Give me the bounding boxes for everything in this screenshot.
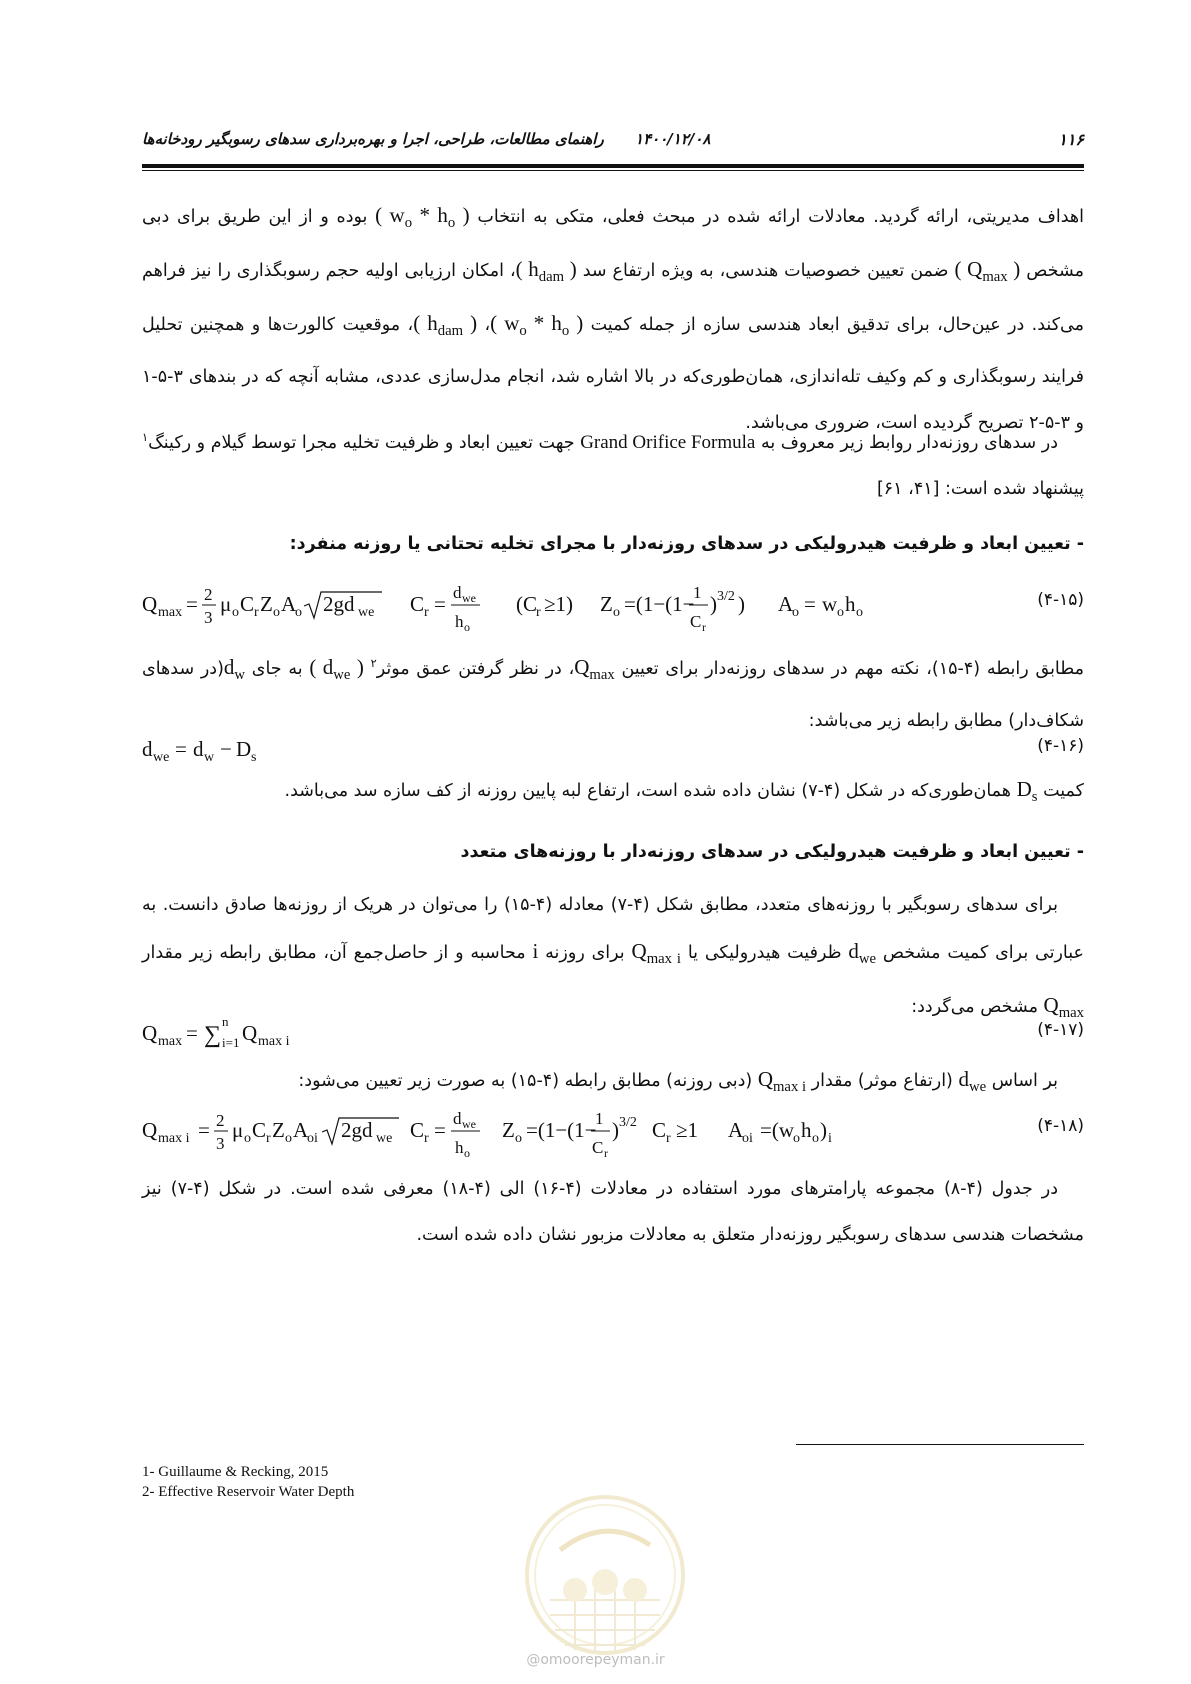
paragraph-orifice-formula: در سدهای روزنه‌دار روابط زیر معروف به Grand Orifice Formula جهت تعیین ابعاد و ظرفیت تخلیه مجرا توسط گیلام و رکینگ$^۱$ پیشنهاد شده است: [۴۱، ۶۱] bbox=[142, 430, 1084, 499]
header-date: ۱۴۰۰/۱۲/۰۸ bbox=[635, 130, 711, 148]
svg-text:C: C bbox=[240, 592, 255, 616]
svg-text:n: n bbox=[222, 1014, 229, 1029]
running-header bbox=[142, 118, 1084, 164]
svg-text:Q: Q bbox=[142, 592, 158, 616]
svg-text:2: 2 bbox=[204, 585, 213, 604]
svg-text:Z: Z bbox=[600, 592, 613, 616]
svg-text:we: we bbox=[153, 750, 170, 765]
svg-text:r: r bbox=[266, 1131, 271, 1146]
svg-text:=: = bbox=[186, 1021, 198, 1045]
svg-text:max: max bbox=[158, 605, 183, 620]
svg-text:A: A bbox=[293, 1118, 309, 1142]
page-number: ۱۱۶ bbox=[1058, 130, 1084, 149]
svg-text:s: s bbox=[251, 750, 257, 765]
equation-number-4-16: (۴-۱۶) bbox=[1037, 736, 1084, 756]
svg-text:D: D bbox=[236, 737, 252, 761]
symbol-wo-ho: ( $w_o * h_o$ ) bbox=[375, 203, 470, 232]
svg-text:Z: Z bbox=[260, 592, 273, 616]
svg-text:≥1: ≥1 bbox=[676, 1118, 699, 1142]
svg-text:max i: max i bbox=[258, 1034, 290, 1049]
svg-text:max i: max i bbox=[158, 1131, 190, 1146]
svg-text:o: o bbox=[273, 605, 280, 620]
svg-text:=(1−(1−: =(1−(1− bbox=[526, 1118, 597, 1142]
svg-text:o: o bbox=[837, 605, 844, 620]
svg-text:w: w bbox=[822, 592, 838, 616]
svg-text:r: r bbox=[604, 1146, 608, 1160]
svg-text:): ) bbox=[820, 1118, 827, 1142]
svg-text:C: C bbox=[252, 1118, 267, 1142]
svg-text:i=1: i=1 bbox=[222, 1035, 240, 1050]
svg-text:Q: Q bbox=[142, 1021, 158, 1045]
paragraph-table-reference: در جدول (۴-۸) مجموعه پارامترهای مورد استفاده در معادلات (۴-۱۶) الی (۴-۱۸) معرفی شده است. در شکل (۴-۷) نیز مشخصات هندسی سدهای رسوبگیر روزنه‌دار متعلق به معادلات مزبور نشان داده شده است. bbox=[142, 1179, 1084, 1245]
svg-text:d: d bbox=[193, 737, 204, 761]
svg-text:oi: oi bbox=[307, 1131, 318, 1146]
svg-text:we: we bbox=[376, 1131, 393, 1146]
symbol-hdam: ( $h_{dam}$ ) bbox=[515, 257, 577, 286]
svg-text:o: o bbox=[812, 1131, 819, 1146]
header-title-line bbox=[142, 130, 710, 148]
svg-text:C: C bbox=[410, 1118, 425, 1142]
footnote-1: 1- Guillaume & Recking, 2015 bbox=[142, 1464, 329, 1480]
svg-text:A: A bbox=[281, 592, 297, 616]
svg-text:1: 1 bbox=[693, 583, 702, 602]
svg-text:o: o bbox=[285, 1131, 292, 1146]
svg-text:h: h bbox=[455, 1138, 464, 1157]
svg-text:oi: oi bbox=[742, 1131, 753, 1146]
svg-text:C: C bbox=[410, 592, 425, 616]
svg-text:≥1): ≥1) bbox=[544, 592, 574, 616]
svg-text:o: o bbox=[856, 605, 863, 620]
section-heading-multiple-orifices: - تعیین ابعاد و ظرفیت هیدرولیکی در سدهای روزنه‌دار با روزنه‌های متعدد bbox=[460, 842, 1084, 862]
header-title: راهنمای مطالعات، طراحی، اجرا و بهره‌برداری سدهای رسوبگیر رودخانه‌ها bbox=[142, 130, 604, 148]
svg-text:=: = bbox=[175, 737, 187, 761]
svg-text:d: d bbox=[142, 737, 153, 761]
footnote-rule bbox=[796, 1444, 1084, 1445]
paragraph-effective-depth: مطابق رابطه (۴-۱۵)، نکته مهم در سدهای روزنه‌دار برای تعیین $Q_{max}،$ در نظر گرفتن عمق موثر$^۲$ ( $d_{we}$ ) به جای $d_w(در$ سدهای شکاف‌دار) مطابق رابطه زیر می‌باشد: bbox=[142, 654, 1084, 731]
svg-text:o: o bbox=[515, 1131, 522, 1146]
svg-text:max: max bbox=[158, 1034, 183, 1049]
symbol-qmax: ( $Q_{max}$ ) bbox=[954, 257, 1021, 286]
svg-text:d: d bbox=[453, 583, 462, 602]
svg-text:Q: Q bbox=[142, 1118, 158, 1142]
svg-text:o: o bbox=[244, 1131, 251, 1146]
svg-text:): ) bbox=[612, 1118, 619, 1142]
svg-text:r: r bbox=[702, 620, 706, 634]
header-rule-thick bbox=[142, 164, 1084, 168]
footnote-2: 2- Effective Reservoir Water Depth bbox=[142, 1484, 355, 1500]
svg-text:Z: Z bbox=[272, 1118, 285, 1142]
svg-text:h: h bbox=[801, 1118, 812, 1142]
svg-text:=: = bbox=[198, 1118, 210, 1142]
equation-4-18-formula bbox=[142, 1104, 862, 1164]
paragraph-multiple-orifices: برای سدهای رسوبگیر با روزنه‌های متعدد، مطابق شکل (۴-۷) معادله (۴-۱۵) را می‌توان در هریک از روزنه‌ها صادق دانست. به عبارتی برای کمیت مشخص $d_{we}$ ظرفیت هیدرولیکی یا $Q_{max i}$ برای روزنه i محاسبه و از حاصل‌جمع آن، مطابق رابطه زیر مقدار $Q_{max}$ مشخص می‌گردد: bbox=[142, 895, 1084, 1022]
footnotes bbox=[142, 1462, 354, 1502]
svg-text:3: 3 bbox=[216, 1134, 225, 1153]
equation-4-17-formula bbox=[142, 1012, 362, 1056]
svg-text:o: o bbox=[464, 1146, 470, 1160]
svg-text:(C: (C bbox=[516, 592, 537, 616]
svg-text:−: − bbox=[220, 737, 232, 761]
svg-text:r: r bbox=[424, 605, 429, 620]
equation-number-4-15: (۴-۱۵) bbox=[1037, 590, 1084, 610]
svg-text:h: h bbox=[455, 612, 464, 631]
svg-text:2gd: 2gd bbox=[323, 592, 355, 616]
svg-text:we: we bbox=[462, 1117, 476, 1131]
equation-4-16-formula bbox=[142, 730, 342, 770]
svg-text:1: 1 bbox=[595, 1109, 604, 1128]
paragraph-ds-definition: کمیت $D_s$ همان‌طوری‌که در شکل (۴-۷) نشان داده شده است، ارتفاع لبه پایین روزنه از کف سازه سد می‌باشد. bbox=[284, 777, 1084, 806]
section-heading-single-orifice: - تعیین ابعاد و ظرفیت هیدرولیکی در سدهای روزنه‌دار با مجرای تخلیه تحتانی یا روزنه منفرد: bbox=[289, 534, 1084, 554]
paragraph-qmax-i: بر اساس $d_{we}$ (ارتفاع موثر) مقدار $Q_{max i}$ (دبی روزنه) مطابق رابطه (۴-۱۵) به صورت زیر تعیین می‌شود: bbox=[298, 1067, 1058, 1096]
svg-text:C: C bbox=[592, 1138, 604, 1157]
svg-text:2gd: 2gd bbox=[341, 1118, 373, 1142]
svg-text:A: A bbox=[728, 1118, 744, 1142]
svg-text:μ: μ bbox=[232, 1118, 244, 1142]
equation-4-15 bbox=[142, 578, 1084, 634]
svg-text:d: d bbox=[453, 1109, 462, 1128]
svg-text:h: h bbox=[845, 592, 856, 616]
svg-text:C: C bbox=[690, 612, 702, 631]
equation-4-15-formula bbox=[142, 578, 902, 638]
equation-number-4-18: (۴-۱۸) bbox=[1037, 1116, 1084, 1136]
svg-text:=: = bbox=[434, 592, 446, 616]
svg-text:we: we bbox=[358, 605, 375, 620]
header-rule-thin bbox=[142, 170, 1084, 171]
svg-text:we: we bbox=[462, 591, 476, 605]
svg-text:=: = bbox=[186, 592, 198, 616]
svg-text:w: w bbox=[204, 750, 215, 765]
svg-text:o: o bbox=[464, 620, 470, 634]
watermark-site: @omoorepeyman.ir bbox=[526, 1652, 665, 1668]
svg-text:=: = bbox=[804, 592, 816, 616]
svg-text:r: r bbox=[254, 605, 259, 620]
svg-text:=: = bbox=[434, 1118, 446, 1142]
svg-text:r: r bbox=[424, 1131, 429, 1146]
svg-text:A: A bbox=[778, 592, 794, 616]
svg-text:Q: Q bbox=[242, 1021, 258, 1045]
svg-text:3/2: 3/2 bbox=[619, 1115, 637, 1130]
svg-text:=(1−(1−: =(1−(1− bbox=[624, 592, 695, 616]
svg-text:∑: ∑ bbox=[204, 1022, 222, 1048]
copyright-icon: @ bbox=[526, 1652, 541, 1668]
svg-text:Z: Z bbox=[502, 1118, 515, 1142]
equation-4-18 bbox=[142, 1104, 1084, 1160]
svg-text:r: r bbox=[536, 605, 541, 620]
svg-text:o: o bbox=[232, 605, 239, 620]
svg-text:μ: μ bbox=[220, 592, 232, 616]
svg-text:2: 2 bbox=[216, 1111, 225, 1130]
svg-text:r: r bbox=[666, 1131, 671, 1146]
svg-text:=(w: =(w bbox=[760, 1118, 795, 1142]
svg-text:3: 3 bbox=[204, 608, 213, 627]
watermark-logo bbox=[520, 1490, 690, 1670]
equation-number-4-17: (۴-۱۷) bbox=[1037, 1020, 1084, 1040]
svg-text:o: o bbox=[793, 1131, 800, 1146]
svg-text:o: o bbox=[613, 605, 620, 620]
svg-text:): ) bbox=[710, 592, 717, 616]
paragraph-intro: اهداف مدیریتی، ارائه گردید. معادلات ارائه شده در مبحث فعلی، متکی به انتخاب ( $w_o * h_o$ ) بوده و از این طریق برای دبی مشخص ( $Q_{max}$ ) ضمن تعیین خصوصیات هندسی، به ویژه ارتفاع سد ( $h_{dam}$ )، امکان ارزیابی اولیه حجم رسوبگذاری را نیز فراهم می‌کند. در عین‌حال، برای تدقیق ابعاد هندسی سازه از جمله کمیت ( $w_o * h_o$ )، ( $h_{dam}$ )، موقعیت کالورت‌ها و همچنین تحلیل فرایند رسوبگذاری و کم وکیف تله‌اندازی، همان‌طوری‌که در بالا اشاره شد، انجام مدل‌سازی عددی، مشابه آنچه که در بندهای ۳-۵-۱ و ۳-۵-۲ تصریح گردیده است، ضروری می‌باشد. bbox=[142, 203, 1085, 434]
svg-text:o: o bbox=[295, 605, 302, 620]
svg-text:): ) bbox=[738, 592, 745, 616]
svg-text:C: C bbox=[652, 1118, 667, 1142]
svg-text:o: o bbox=[792, 605, 799, 620]
svg-text:3/2: 3/2 bbox=[717, 589, 735, 604]
svg-text:i: i bbox=[828, 1131, 832, 1146]
